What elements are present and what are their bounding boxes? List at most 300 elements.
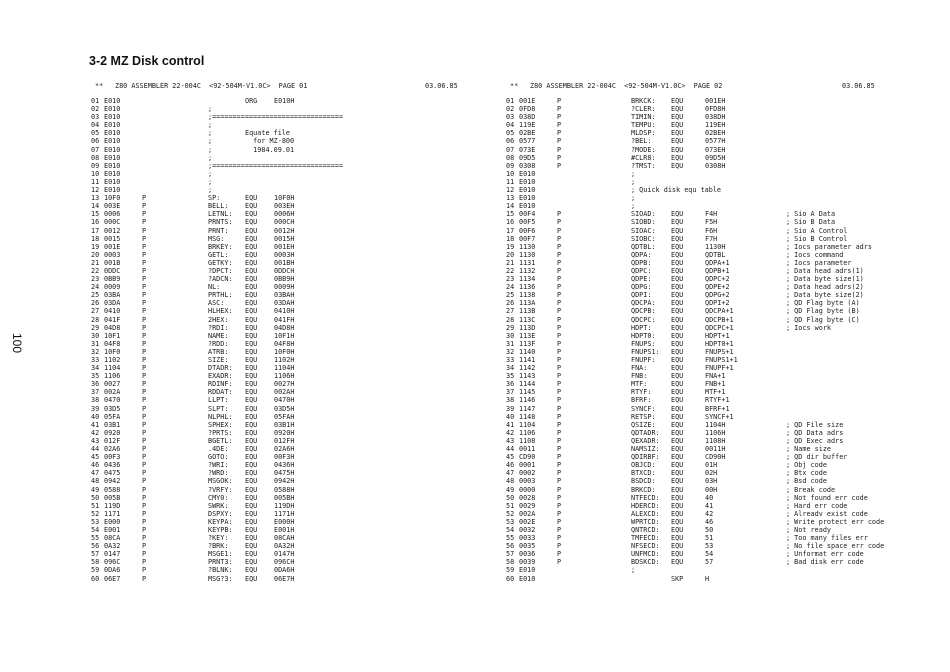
line-number: 41 — [506, 420, 515, 429]
comment: ; Bsd code — [786, 477, 827, 486]
address: 0920 — [104, 428, 121, 437]
flag: P — [142, 558, 147, 567]
address: 0028 — [519, 493, 536, 502]
flag: P — [557, 283, 562, 292]
flag: P — [142, 542, 147, 551]
flag: P — [142, 307, 147, 316]
line-number: 42 — [91, 428, 100, 437]
listing-line — [506, 477, 940, 486]
listing-line — [91, 307, 525, 316]
label: ?BRK: — [208, 542, 229, 551]
line-number: 24 — [506, 283, 515, 292]
label: SIOAC: — [631, 226, 656, 235]
address: 0001 — [519, 461, 536, 470]
opcode: EQU — [245, 323, 258, 332]
line-number: 16 — [91, 218, 100, 227]
operand: 00H — [705, 485, 718, 494]
label: QEXADR: — [631, 436, 660, 445]
line-number: 43 — [91, 436, 100, 445]
line-number: 48 — [506, 477, 515, 486]
label: NAME: — [208, 331, 229, 340]
line-number: 57 — [91, 550, 100, 559]
line-number: 56 — [91, 542, 100, 551]
flag: P — [142, 525, 147, 534]
flag: P — [557, 469, 562, 478]
listing-line — [91, 331, 525, 340]
label: ; — [631, 202, 636, 211]
flag: P — [557, 461, 562, 470]
flag: P — [557, 436, 562, 445]
opcode: EQU — [671, 266, 684, 275]
line-number: 02 — [506, 105, 515, 114]
address: 1108 — [519, 436, 536, 445]
opcode: EQU — [245, 558, 258, 567]
address: 1143 — [519, 372, 536, 381]
opcode: EQU — [245, 372, 258, 381]
listing-line — [506, 469, 940, 478]
operand: E000H — [274, 517, 295, 526]
opcode: EQU — [671, 105, 684, 114]
address: 0029 — [519, 501, 536, 510]
opcode: EQU — [245, 275, 258, 284]
listing-line — [506, 145, 940, 154]
address: 1136 — [519, 283, 536, 292]
operand: 0410H — [274, 307, 295, 316]
line-number: 60 — [91, 574, 100, 583]
listing-line — [506, 388, 940, 397]
flag: P — [557, 396, 562, 405]
label: SP: — [208, 194, 221, 203]
operand: 000CH — [274, 218, 295, 227]
line-number: 10 — [506, 169, 515, 178]
operand: 02BEH — [705, 129, 726, 138]
opcode: EQU — [245, 420, 258, 429]
address: E010 — [104, 145, 121, 154]
label: HDERCD: — [631, 501, 660, 510]
address: E010 — [104, 137, 121, 146]
label: ; — [631, 177, 636, 186]
listing-line — [506, 372, 940, 381]
opcode: EQU — [671, 347, 684, 356]
opcode: EQU — [671, 129, 684, 138]
listing-line — [91, 364, 525, 373]
opcode: EQU — [245, 266, 258, 275]
line-number: 02 — [91, 105, 100, 114]
line-number: 27 — [506, 307, 515, 316]
address: 113A — [519, 299, 536, 308]
flag: P — [142, 566, 147, 575]
label: RTYF: — [631, 388, 652, 397]
opcode: EQU — [671, 388, 684, 397]
label: BGETL: — [208, 436, 233, 445]
listing-line — [506, 266, 940, 275]
label: CMY0: — [208, 493, 229, 502]
label: SLPT: — [208, 404, 229, 413]
label: MSG: — [208, 234, 225, 243]
flag: P — [557, 364, 562, 373]
label: SPHEX: — [208, 420, 233, 429]
comment: ; QD Exec adrs — [786, 436, 844, 445]
listing-line — [506, 194, 940, 203]
operand: 54 — [705, 550, 714, 559]
listing-line — [91, 356, 525, 364]
flag: P — [142, 469, 147, 478]
flag: P — [142, 258, 147, 267]
line-number: 22 — [506, 266, 515, 275]
line-number: 18 — [91, 234, 100, 243]
listing-line — [91, 542, 525, 551]
label: ?PRTS: — [208, 428, 233, 437]
label: BTXCD: — [631, 469, 656, 478]
listing-line — [91, 469, 525, 478]
label: NLPHL: — [208, 412, 233, 421]
opcode: EQU — [671, 453, 684, 462]
listing-line — [91, 299, 525, 308]
flag: P — [142, 323, 147, 332]
label: SIOAD: — [631, 210, 656, 219]
listing-line — [91, 137, 525, 146]
listing-line — [91, 129, 525, 138]
opcode: EQU — [671, 364, 684, 373]
flag: P — [557, 323, 562, 332]
label: BFRF: — [631, 396, 652, 405]
address: 03D5 — [104, 404, 121, 413]
opcode: EQU — [671, 469, 684, 478]
line-number: 18 — [506, 234, 515, 243]
opcode: EQU — [245, 517, 258, 526]
label: QDTADR: — [631, 428, 660, 437]
line-number: 43 — [506, 436, 515, 445]
line-number: 54 — [506, 525, 515, 534]
comment: ; QD Flag byte (B) — [786, 307, 860, 316]
address: 0002 — [519, 469, 536, 478]
flag: P — [142, 194, 147, 203]
flag: P — [557, 347, 562, 356]
listing-line — [91, 275, 525, 284]
listing-line — [91, 339, 525, 348]
listing-line — [91, 347, 525, 356]
listing-line — [506, 550, 940, 559]
opcode: EQU — [245, 250, 258, 259]
line-number: 40 — [91, 412, 100, 421]
listing-line — [506, 153, 940, 162]
flag: P — [142, 380, 147, 389]
listing-line — [506, 566, 940, 575]
flag: P — [557, 412, 562, 421]
address: E010 — [104, 177, 121, 186]
line-number: 15 — [506, 210, 515, 219]
operand: F5H — [705, 218, 718, 227]
opcode: EQU — [245, 218, 258, 227]
opcode: EQU — [245, 550, 258, 559]
label: ;================================ — [208, 161, 344, 170]
comment: ; Data byte size(2) — [786, 291, 864, 300]
listing-line — [506, 436, 940, 445]
line-number: 08 — [91, 153, 100, 162]
address: 0009 — [104, 283, 121, 292]
address: 1102 — [104, 356, 121, 364]
address: 0039 — [519, 558, 536, 567]
line-number: 06 — [506, 137, 515, 146]
comment: ; No file space err code — [786, 542, 885, 551]
address: 02BE — [519, 129, 536, 138]
address: 06E7 — [104, 574, 121, 583]
line-number: 55 — [506, 534, 515, 543]
label: QSIZE: — [631, 420, 656, 429]
flag: P — [557, 493, 562, 502]
address: 0410 — [104, 307, 121, 316]
label: QDPE: — [631, 275, 652, 284]
label: GETKY: — [208, 258, 233, 267]
label: NFSECD: — [631, 542, 660, 551]
address: E010 — [519, 177, 536, 186]
listing-line — [506, 347, 940, 356]
line-number: 12 — [506, 186, 515, 195]
flag: P — [142, 509, 147, 518]
address: 1171 — [104, 509, 121, 518]
opcode: EQU — [245, 315, 258, 324]
flag: P — [142, 574, 147, 583]
opcode: EQU — [245, 299, 258, 308]
operand: 003EH — [274, 202, 295, 211]
label: ?BLNK: — [208, 566, 233, 575]
address: 09D5 — [519, 153, 536, 162]
line-number: 35 — [91, 372, 100, 381]
operand: 0920H — [274, 428, 295, 437]
label: BELL: — [208, 202, 229, 211]
operand: F6H — [705, 226, 718, 235]
label: DSPXY: — [208, 509, 233, 518]
flag: P — [142, 315, 147, 324]
operand: 57 — [705, 558, 714, 567]
line-number: 26 — [506, 299, 515, 308]
flag: P — [557, 234, 562, 243]
opcode: EQU — [245, 283, 258, 292]
operand: 073EH — [705, 145, 726, 154]
flag: P — [557, 315, 562, 324]
opcode: EQU — [671, 517, 684, 526]
comment: ; QD File size — [786, 420, 844, 429]
operand: 40 — [705, 493, 714, 502]
opcode: EQU — [671, 315, 684, 324]
operand: 119DH — [274, 501, 295, 510]
flag: P — [142, 388, 147, 397]
opcode: EQU — [245, 364, 258, 373]
line-number: 33 — [91, 356, 100, 364]
opcode: EQU — [671, 121, 684, 130]
header-date: 03.06.85 — [842, 82, 875, 90]
listing-line — [91, 210, 525, 219]
listing-line — [91, 315, 525, 324]
opcode: EQU — [245, 501, 258, 510]
line-number: 27 — [91, 307, 100, 316]
comment: ; QD Data adrs — [786, 428, 844, 437]
label: GOTO: — [208, 453, 229, 462]
opcode: EQU — [245, 445, 258, 454]
operand: FNUPS1+1 — [705, 356, 738, 364]
address: E010 — [519, 202, 536, 211]
listing-line — [91, 420, 525, 429]
line-number: 05 — [91, 129, 100, 138]
flag: P — [142, 339, 147, 348]
opcode: EQU — [671, 477, 684, 486]
listing-line — [91, 323, 525, 332]
address: 0036 — [519, 550, 536, 559]
opcode: EQU — [671, 291, 684, 300]
flag: P — [142, 283, 147, 292]
label: ; — [208, 145, 213, 154]
address: 1147 — [519, 404, 536, 413]
comment: ; Sio B Data — [786, 218, 836, 227]
address: 1130 — [519, 242, 536, 251]
label: HDPT0: — [631, 331, 656, 340]
flag: P — [557, 445, 562, 454]
listing-line — [506, 129, 940, 138]
address: 0032 — [519, 525, 536, 534]
address: 0012 — [104, 226, 121, 235]
label: RDDAT: — [208, 388, 233, 397]
address: 1141 — [519, 356, 536, 364]
line-number: 22 — [91, 266, 100, 275]
opcode: EQU — [671, 210, 684, 219]
listing-line — [506, 404, 940, 413]
flag: P — [557, 428, 562, 437]
operand: QDCPB+1 — [705, 315, 734, 324]
line-number: 32 — [91, 347, 100, 356]
line-number: 15 — [91, 210, 100, 219]
operand: 08CAH — [274, 534, 295, 543]
operand: 10F0H — [274, 347, 295, 356]
opcode: EQU — [671, 372, 684, 381]
comment: ; Data head adrs(1) — [786, 266, 864, 275]
operand: 0436H — [274, 461, 295, 470]
operand: 001BH — [274, 258, 295, 267]
flag: P — [142, 347, 147, 356]
line-number: 42 — [506, 428, 515, 437]
operand: QDPB+1 — [705, 266, 730, 275]
line-number: 41 — [91, 420, 100, 429]
label: PRTHL: — [208, 291, 233, 300]
comment: ; Iocs parameter — [786, 258, 852, 267]
operand: 041FH — [274, 315, 295, 324]
flag: P — [557, 97, 562, 105]
label: MTF: — [631, 380, 648, 389]
listing-line — [506, 356, 940, 364]
listing-line — [506, 331, 940, 340]
flag: P — [557, 534, 562, 543]
flag: P — [557, 517, 562, 526]
opcode: EQU — [245, 436, 258, 445]
opcode: EQU — [245, 202, 258, 211]
address: 113D — [519, 323, 536, 332]
opcode: EQU — [245, 242, 258, 251]
opcode: EQU — [671, 380, 684, 389]
listing-line — [506, 202, 940, 211]
line-number: 19 — [91, 242, 100, 251]
address: 1148 — [519, 412, 536, 421]
address: 001E — [519, 97, 536, 105]
flag: P — [557, 275, 562, 284]
operand: 01H — [705, 461, 718, 470]
line-number: 49 — [91, 485, 100, 494]
flag: P — [557, 161, 562, 170]
operand: 50 — [705, 525, 714, 534]
address: 1140 — [519, 347, 536, 356]
operand: 41 — [705, 501, 714, 510]
address: 0475 — [104, 469, 121, 478]
address: CD90 — [519, 453, 536, 462]
flag: P — [557, 356, 562, 364]
operand: 0BB9H — [274, 275, 295, 284]
address: 00F5 — [519, 218, 536, 227]
line-number: 52 — [506, 509, 515, 518]
label: ; — [208, 169, 213, 178]
opcode: Equate file — [245, 129, 291, 138]
line-number: 20 — [506, 250, 515, 259]
opcode: EQU — [671, 534, 684, 543]
line-number: 39 — [506, 404, 515, 413]
listing-line — [91, 234, 525, 243]
listing-line — [91, 412, 525, 421]
flag: P — [557, 388, 562, 397]
listing-line — [91, 428, 525, 437]
label: QDTBL: — [631, 242, 656, 251]
listing-line — [506, 420, 940, 429]
label: RETSP: — [631, 412, 656, 421]
listing-line — [91, 445, 525, 454]
line-number: 47 — [91, 469, 100, 478]
comment: ; Bad disk err code — [786, 558, 864, 567]
listing-line — [91, 404, 525, 413]
listing-line — [506, 315, 940, 324]
label: QDCPC: — [631, 315, 656, 324]
operand: 53 — [705, 542, 714, 551]
operand: 096CH — [274, 558, 295, 567]
operand: FNUPS+1 — [705, 347, 734, 356]
opcode: EQU — [671, 428, 684, 437]
listing-line — [506, 501, 940, 510]
line-number: 53 — [506, 517, 515, 526]
line-number: 50 — [506, 493, 515, 502]
line-number: 34 — [506, 364, 515, 373]
label: OBJCD: — [631, 461, 656, 470]
address: 0006 — [104, 210, 121, 219]
label: BDSKCD: — [631, 558, 660, 567]
line-number: 37 — [506, 388, 515, 397]
line-number: 30 — [506, 331, 515, 340]
line-number: 36 — [91, 380, 100, 389]
opcode: EQU — [245, 307, 258, 316]
operand: 012FH — [274, 436, 295, 445]
opcode: EQU — [245, 485, 258, 494]
opcode: EQU — [671, 485, 684, 494]
operand: E001H — [274, 525, 295, 534]
label: HDPT: — [631, 323, 652, 332]
line-number: 51 — [91, 501, 100, 510]
header-assembler: Z80 ASSEMBLER 22-004C <92-504M-V1.0C> PAGE 02 — [530, 82, 723, 90]
listing-line — [91, 145, 525, 154]
label: ?WRI: — [208, 461, 229, 470]
listing-line — [91, 534, 525, 543]
label: PRNT3: — [208, 558, 233, 567]
label: ; — [631, 566, 636, 575]
listing-line — [506, 485, 940, 494]
address: 113F — [519, 339, 536, 348]
listing-line — [91, 226, 525, 235]
flag: P — [557, 258, 562, 267]
comment: ; Data head adrs(2) — [786, 283, 864, 292]
listing-line — [91, 517, 525, 526]
